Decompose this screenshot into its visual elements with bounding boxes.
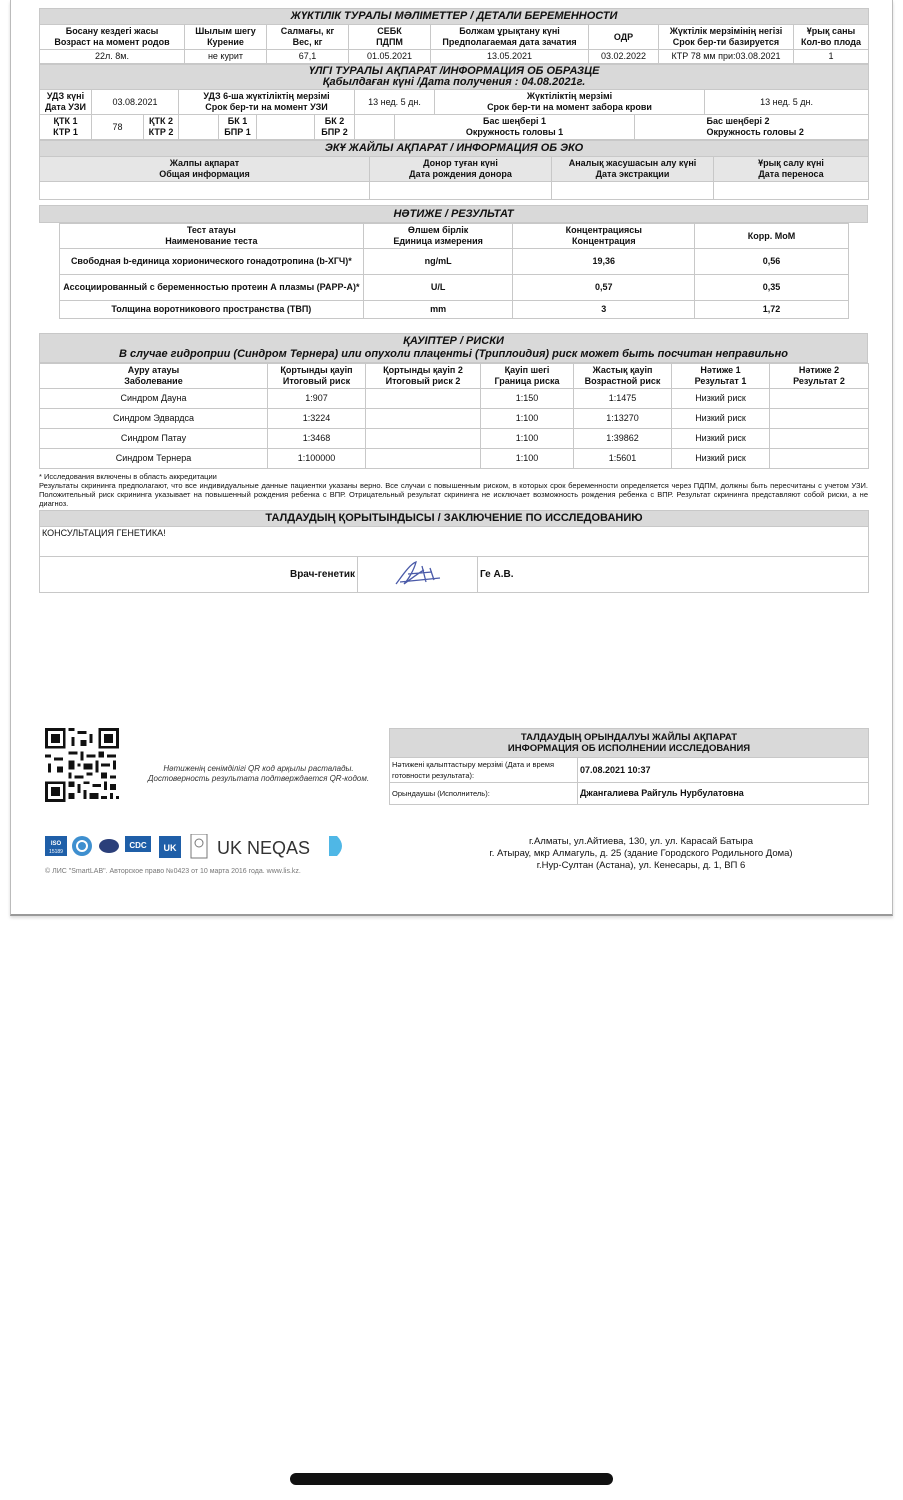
result-title: НӘТИЖЕ / РЕЗУЛЬТАТ bbox=[39, 205, 868, 223]
risk-row bbox=[40, 429, 869, 449]
execution-table bbox=[389, 728, 869, 805]
signature bbox=[358, 557, 478, 593]
header-lmp: СЕБК ПДПМ bbox=[349, 25, 431, 50]
result-header-test: Тест атауы Наименование теста bbox=[60, 224, 364, 249]
risk-age: 1:13270 bbox=[574, 409, 672, 429]
result-row bbox=[60, 301, 849, 319]
risk-result-2 bbox=[770, 449, 869, 469]
result-unit: U/L bbox=[363, 275, 513, 301]
header-smoking: Шылым шегу Курение bbox=[185, 25, 267, 50]
risks-header-disease: Ауру атауы Заболевание bbox=[40, 364, 268, 389]
risk-result-2 bbox=[770, 389, 869, 409]
risk-disease: Синдром Эдвардса bbox=[40, 409, 268, 429]
ready-label: Нәтижені қалыптастыру мерзімі (Дата и время готовности результата): bbox=[390, 758, 578, 783]
header-due-date: ОДР bbox=[589, 25, 659, 50]
risk-result-1: Низкий риск bbox=[672, 449, 770, 469]
result-table bbox=[59, 223, 849, 319]
report-sheet bbox=[39, 8, 868, 593]
result-header-conc: Концентрациясы Концентрация bbox=[513, 224, 695, 249]
qr-caption-kz: Нәтиженің сенімділігі QR код арқылы расталады. bbox=[163, 764, 354, 773]
eco-header-general: Жалпы ақпарат Общая информация bbox=[40, 157, 370, 182]
risks-header-row bbox=[40, 364, 869, 389]
result-test-name: Ассоциированный с беременностью протеин А плазмы (PAPP-A)* bbox=[60, 275, 364, 301]
eco-header-donor: Донор туған күні Дата рождения донора bbox=[370, 157, 552, 182]
risk-disease: Синдром Тернера bbox=[40, 449, 268, 469]
risk-row bbox=[40, 409, 869, 429]
header-term-basis: Жүктілік мерзімінің негізі Срок бер-ти базируется bbox=[659, 25, 794, 50]
value-bpr2 bbox=[355, 115, 395, 140]
qr-caption-ru: Достоверность результата подтверждается QR-кодом. bbox=[147, 774, 370, 783]
value-ktr1: 78 bbox=[92, 115, 144, 140]
sample-row-1 bbox=[40, 90, 869, 115]
value-conception: 13.05.2021 bbox=[431, 50, 589, 64]
pregnancy-value-row bbox=[40, 50, 869, 64]
pregnancy-table bbox=[39, 8, 869, 64]
ready-row bbox=[390, 758, 869, 783]
eco-title: ЭКҰ ЖАЙЛЫ АҚПАРАТ / ИНФОРМАЦИЯ ОБ ЭКО bbox=[40, 141, 869, 157]
value-blood-term: 13 нед. 5 дн. bbox=[705, 90, 869, 115]
risk-value: 1:3468 bbox=[268, 429, 366, 449]
conclusion-title: ТАЛДАУДЫҢ ҚОРЫТЫНДЫСЫ / ЗАКЛЮЧЕНИЕ ПО ИССЛЕДОВАНИЮ bbox=[40, 511, 869, 527]
label-blood-term: Жүктіліктің мерзімі Срок бер-ти на момент забора крови bbox=[435, 90, 705, 115]
conclusion-text: КОНСУЛЬТАЦИЯ ГЕНЕТИКА! bbox=[40, 527, 869, 557]
risk-disease: Синдром Патау bbox=[40, 429, 268, 449]
result-conc: 0,57 bbox=[513, 275, 695, 301]
eco-header-row bbox=[40, 157, 869, 182]
eco-header-extraction: Аналық жасушасын алу күні Дата экстракции bbox=[552, 157, 714, 182]
eco-header-transfer: Ұрық салу күні Дата переноса bbox=[714, 157, 869, 182]
risk-row bbox=[40, 449, 869, 469]
risk-row bbox=[40, 389, 869, 409]
executor-value: Джангалиева Райгуль Нурбулатовна bbox=[578, 783, 869, 805]
value-bpr1 bbox=[257, 115, 315, 140]
foundation-logo-icon bbox=[329, 836, 342, 856]
risk-value-2 bbox=[366, 409, 481, 429]
result-row bbox=[60, 249, 849, 275]
doctor-name: Ге А.В. bbox=[478, 557, 869, 593]
label-ktr1: ҚТК 1 КТР 1 bbox=[40, 115, 92, 140]
risk-value: 1:3224 bbox=[268, 409, 366, 429]
accreditation-logos bbox=[45, 834, 385, 864]
pregnancy-header-row bbox=[40, 25, 869, 50]
qr-caption bbox=[131, 764, 386, 784]
result-row bbox=[60, 275, 849, 301]
risk-result-1: Низкий риск bbox=[672, 409, 770, 429]
risk-value-2 bbox=[366, 449, 481, 469]
risks-subtitle: В случае гидроприи (Синдром Тернера) или опухоли плацентьі (Триплоидия) риск может быть посчитан неправильно bbox=[119, 348, 788, 360]
risk-cutoff: 1:100 bbox=[481, 429, 574, 449]
label-hc2 bbox=[635, 115, 705, 140]
label-uzi-term: УДЗ 6-ша жүктіліктің мерзімі Срок бер-ти на момент УЗИ bbox=[179, 90, 355, 115]
label-ktr2: ҚТК 2 КТР 2 bbox=[144, 115, 179, 140]
sample-title: ҮЛГІ ТУРАЛЫ АҚПАРАТ /ИНФОРМАЦИЯ ОБ ОБРАЗЦЕ Қабылдаған күні /Дата получения : 04.08.2021г. bbox=[40, 65, 869, 90]
value-due-date: 03.02.2022 bbox=[589, 50, 659, 64]
risk-disease: Синдром Дауна bbox=[40, 389, 268, 409]
risk-value: 1:907 bbox=[268, 389, 366, 409]
result-header-unit: Өлшем бірлік Единица измерения bbox=[363, 224, 513, 249]
ready-value: 07.08.2021 10:37 bbox=[578, 758, 869, 783]
execution-title: ТАЛДАУДЫҢ ОРЫНДАЛУЫ ЖАЙЛЫ АҚПАРАТ ИНФОРМАЦИЯ ОБ ИСПОЛНЕНИИ ИССЛЕДОВАНИЯ bbox=[390, 729, 869, 758]
eco-table bbox=[39, 140, 869, 200]
address-astana: г.Нур-Султан (Астана), ул. Кенесары, д. 1, ВП 6 bbox=[536, 860, 746, 871]
label-hc2-text: Бас шеңбері 2 Окружность головы 2 bbox=[705, 115, 869, 140]
risk-value-2 bbox=[366, 389, 481, 409]
result-test-name: Толщина воротникового пространства (ТВП) bbox=[60, 301, 364, 319]
risk-result-1: Низкий риск bbox=[672, 389, 770, 409]
risk-cutoff: 1:100 bbox=[481, 409, 574, 429]
result-conc: 19,36 bbox=[513, 249, 695, 275]
label-bpr1: БК 1 БПР 1 bbox=[219, 115, 257, 140]
risks-header-res1: Нәтиже 1 Результат 1 bbox=[672, 364, 770, 389]
risk-result-2 bbox=[770, 429, 869, 449]
sample-row-2 bbox=[40, 115, 869, 140]
value-uzi-term: 13 нед. 5 дн. bbox=[355, 90, 435, 115]
doctor-row bbox=[40, 557, 869, 593]
result-conc: 3 bbox=[513, 301, 695, 319]
screening-notes bbox=[39, 472, 868, 508]
result-test-name: Свободная b-единица хорионического гонадотропина (b-ХГЧ)* bbox=[60, 249, 364, 275]
crest-logo-icon bbox=[191, 834, 207, 858]
eco-value-row bbox=[40, 182, 869, 200]
label-bpr2: БК 2 БПР 2 bbox=[315, 115, 355, 140]
value-fetus-count: 1 bbox=[794, 50, 869, 64]
lab-addresses bbox=[421, 836, 861, 872]
value-lmp: 01.05.2021 bbox=[349, 50, 431, 64]
risk-cutoff: 1:150 bbox=[481, 389, 574, 409]
disclaimer-text: Результаты скрининга предполагают, что все индивидуальные данные пациентки указаны верно. Все случаи с повышенным риском, в которых срок беременности определяется через ПДПМ, должны быть пересчитаны с учетом УЗИ. Положительный риск скрининга указывает на повышенный рождения ребенка с ВПР. Отрицательный результат скрининга не исключает возможность рождения ребенка с ВПР. Результат скрининга представляют собой риски, а не диагноз. bbox=[39, 481, 868, 508]
risk-age: 1:39862 bbox=[574, 429, 672, 449]
risk-value: 1:100000 bbox=[268, 449, 366, 469]
cdc-logo-text: CDC bbox=[129, 841, 147, 850]
conclusion-table bbox=[39, 510, 869, 593]
risks-title: ҚАУІПТЕР / РИСКИ В случае гидроприи (Синдром Тернера) или опухоли плацентьі (Триплоидия) риск может быть посчитан неправильно bbox=[39, 333, 868, 363]
home-indicator[interactable] bbox=[290, 1473, 613, 1485]
value-uzi-date: 03.08.2021 bbox=[92, 90, 179, 115]
header-age: Босану кездегі жасы Возраст на момент родов bbox=[40, 25, 185, 50]
iso-logo-number: 15189 bbox=[49, 849, 63, 855]
value-term-basis: КТР 78 мм при:03.08.2021 bbox=[659, 50, 794, 64]
result-header-mom: Корр. МоМ bbox=[695, 224, 849, 249]
doctor-label: Врач-генетик bbox=[40, 557, 358, 593]
label-uzi-date: УДЗ күні Дата УЗИ bbox=[40, 90, 92, 115]
pregnancy-title: ЖҮКТІЛІК ТУРАЛЫ МӘЛІМЕТТЕР / ДЕТАЛИ БЕРЕМЕННОСТИ bbox=[40, 9, 869, 25]
header-weight: Салмағы, кг Вес, кг bbox=[267, 25, 349, 50]
executor-label: Орындаушы (Исполнитель): bbox=[390, 783, 578, 805]
header-conception: Болжам ұрықтану күні Предполагаемая дата зачатия bbox=[431, 25, 589, 50]
result-unit: mm bbox=[363, 301, 513, 319]
ukneqas-logo-text: UK NEQAS bbox=[217, 838, 311, 858]
ukas-logo-text: UK bbox=[163, 843, 177, 853]
accreditation-note: * Исследования включены в область аккредитации bbox=[39, 472, 217, 481]
risk-age: 1:1475 bbox=[574, 389, 672, 409]
received-date: Қабылдаған күні /Дата получения : 04.08.2021г. bbox=[322, 76, 586, 88]
result-mom: 0,35 bbox=[695, 275, 849, 301]
address-almaty: г.Алматы, ул.Айтиева, 130, ул. ул. Карасай Батыра bbox=[529, 836, 753, 847]
risks-header-risk: Қортынды қауіп Итоговый риск bbox=[268, 364, 366, 389]
risk-age: 1:5601 bbox=[574, 449, 672, 469]
sample-table bbox=[39, 64, 869, 140]
iso-logo-text: ISO bbox=[50, 841, 62, 847]
risk-result-2 bbox=[770, 409, 869, 429]
value-smoking: не курит bbox=[185, 50, 267, 64]
label-hc1: Бас шеңбері 1 Окружность головы 1 bbox=[395, 115, 635, 140]
result-mom: 0,56 bbox=[695, 249, 849, 275]
result-unit: ng/mL bbox=[363, 249, 513, 275]
result-mom: 1,72 bbox=[695, 301, 849, 319]
value-ktr2 bbox=[179, 115, 219, 140]
copyright: © ЛИС "SmartLAB". Авторское право №0423 от 10 марта 2016 года. www.lis.kz. bbox=[45, 868, 301, 875]
risk-cutoff: 1:100 bbox=[481, 449, 574, 469]
risks-header-cutoff: Қауіп шегі Граница риска bbox=[481, 364, 574, 389]
qr-code-icon bbox=[45, 728, 119, 802]
value-age: 22л. 8м. bbox=[40, 50, 185, 64]
executor-row bbox=[390, 783, 869, 805]
risks-header-res2: Нәтиже 2 Результат 2 bbox=[770, 364, 869, 389]
report-page bbox=[10, 0, 893, 916]
logos-strip bbox=[45, 834, 390, 864]
value-weight: 67,1 bbox=[267, 50, 349, 64]
risks-header-age: Жастық қауіп Возрастной риск bbox=[574, 364, 672, 389]
header-fetus-count: Ұрық саны Кол-во плода bbox=[794, 25, 869, 50]
lab-logo-icon bbox=[99, 839, 119, 853]
risk-value-2 bbox=[366, 429, 481, 449]
result-header-row bbox=[60, 224, 849, 249]
risk-result-1: Низкий риск bbox=[672, 429, 770, 449]
signature-icon bbox=[388, 558, 448, 588]
risks-table bbox=[39, 363, 869, 469]
risks-header-risk2: Қортынды қауіп 2 Итоговый риск 2 bbox=[366, 364, 481, 389]
address-atyrau: г. Атырау, мкр Алмагуль, д. 25 (здание Городского Родильного Дома) bbox=[489, 848, 793, 859]
